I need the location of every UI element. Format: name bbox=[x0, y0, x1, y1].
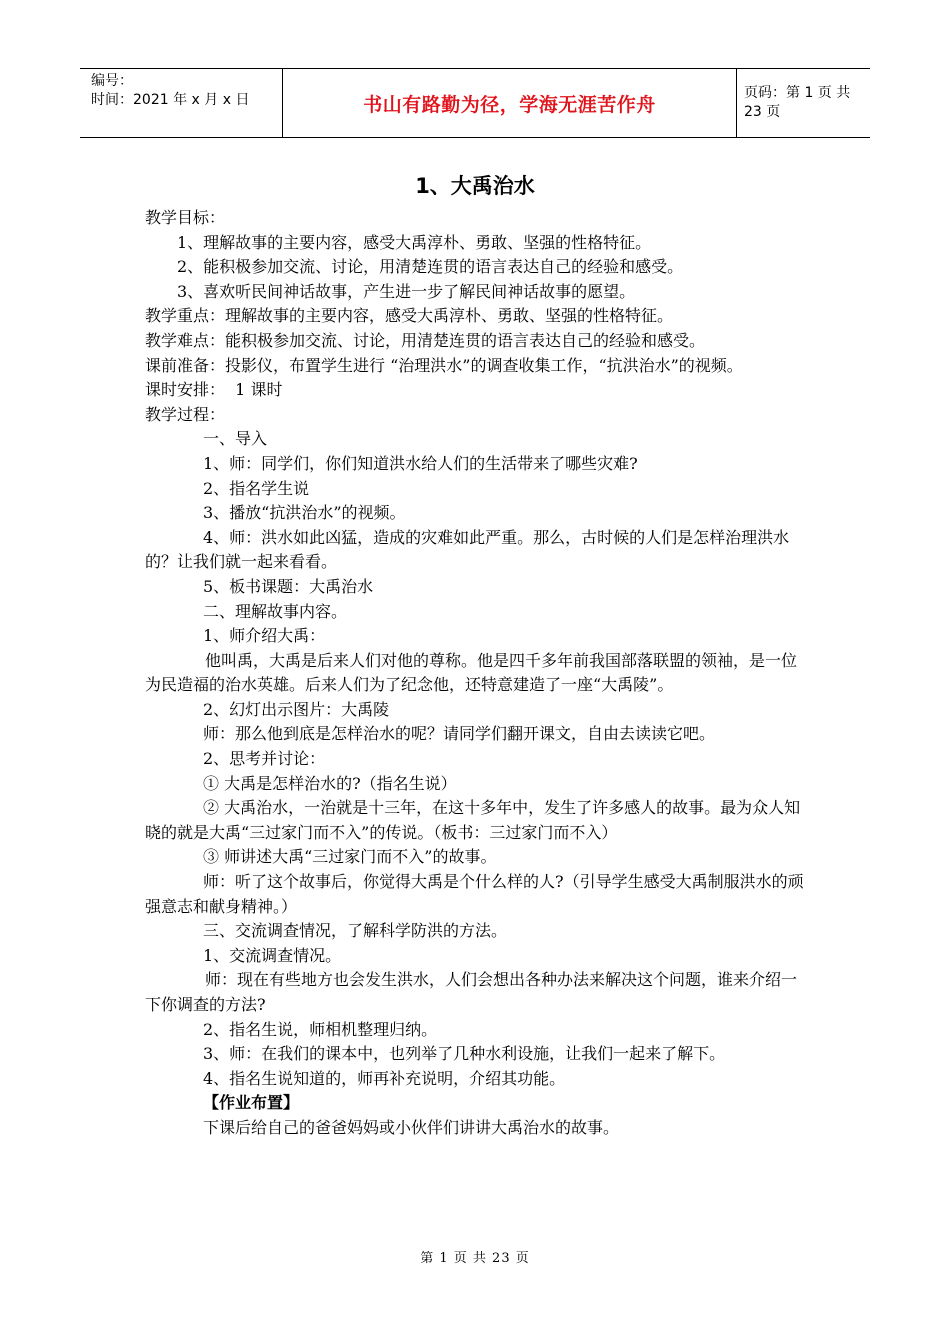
lesson-paragraph: 4、指名生说知道的，师再补充说明，介绍其功能。 bbox=[203, 1068, 566, 1088]
lesson-paragraph: 师：现在有些地方也会发生洪水，人们会想出各种办法来解决这个问题，谁来介绍一下你调查的方法? bbox=[145, 970, 798, 1014]
lesson-paragraph: 教学难点：能积极参加交流、讨论，用清楚连贯的语言表达自己的经验和感受。 bbox=[145, 330, 706, 350]
document-header bbox=[80, 68, 870, 138]
lesson-paragraph: 一、导入 bbox=[203, 429, 268, 449]
lesson-paragraph: 2、幻灯出示图片：大禹陵 bbox=[203, 699, 390, 719]
header-page-cell bbox=[736, 69, 870, 137]
lesson-paragraph: ③ 师讲述大禹“三过家门而不入”的故事。 bbox=[203, 847, 497, 867]
lesson-paragraph: ① 大禹是怎样治水的?（指名生说） bbox=[203, 773, 457, 793]
header-left-cell bbox=[80, 69, 282, 137]
lesson-paragraph: 4、师：洪水如此凶猛，造成的灾难如此严重。那么，古时候的人们是怎样治理洪水的？让我们就一起来看看。 bbox=[145, 527, 790, 572]
lesson-paragraph: 5、板书课题：大禹治水 bbox=[203, 576, 374, 596]
lesson-paragraph: 【作业布置】 bbox=[203, 1093, 300, 1113]
lesson-paragraph: 下课后给自己的爸爸妈妈或小伙伴们讲讲大禹治水的故事。 bbox=[203, 1117, 620, 1137]
lesson-paragraph: 师：听了这个故事后，你觉得大禹是个什么样的人?（引导学生感受大禹制服洪水的顽强意志和献身精神。） bbox=[145, 872, 804, 916]
lesson-paragraph: 1、师：同学们，你们知道洪水给人们的生活带来了哪些灾难? bbox=[203, 453, 638, 473]
lesson-paragraph: 二、理解故事内容。 bbox=[203, 601, 348, 621]
lesson-paragraph: 1、交流调查情况。 bbox=[203, 945, 342, 965]
lesson-paragraph: 教学目标： bbox=[145, 208, 226, 227]
lesson-paragraph: 课时安排： 1 课时 bbox=[145, 380, 283, 400]
document-date-label: 时间：2021 年 x 月 x 日 bbox=[91, 92, 250, 108]
lesson-paragraph: 1、师介绍大禹： bbox=[203, 626, 326, 646]
lesson-paragraph: 2、思考并讨论： bbox=[203, 749, 326, 769]
lesson-paragraph: 课前准备：投影仪，布置学生进行 “治理洪水”的调查收集工作，“抗洪治水”的视频。 bbox=[145, 355, 743, 375]
lesson-paragraph: 3、播放“抗洪治水”的视频。 bbox=[203, 503, 406, 523]
lesson-body bbox=[145, 206, 805, 1141]
header-motto-cell bbox=[282, 69, 737, 137]
header-motto: 书山有路勤为径，学海无涯苦作舟 bbox=[363, 93, 656, 116]
lesson-paragraph: 2、能积极参加交流、讨论，用清楚连贯的语言表达自己的经验和感受。 bbox=[177, 257, 684, 277]
lesson-paragraph: 教学过程： bbox=[145, 404, 226, 424]
header-page-info: 页码：第 1 页 共 23 页 bbox=[744, 85, 851, 120]
lesson-paragraph: 教学重点：理解故事的主要内容，感受大禹淳朴、勇敢、坚强的性格特征。 bbox=[145, 306, 674, 326]
lesson-paragraph: ② 大禹治水，一治就是十三年，在这十多年中，发生了许多感人的故事。最为众人知晓的就是大禹“三过家门而不入”的传说。（板书：三过家门而不入） bbox=[145, 798, 801, 842]
lesson-paragraph: 2、指名学生说 bbox=[203, 478, 310, 498]
lesson-paragraph: 3、喜欢听民间神话故事，产生进一步了解民间神话故事的愿望。 bbox=[177, 281, 636, 301]
lesson-paragraph: 他叫禹，大禹是后来人们对他的尊称。他是四千多年前我国部落联盟的领袖，是一位为民造福的治水英雄。后来人们为了纪念他，还特意建造了一座“大禹陵”。 bbox=[145, 650, 798, 695]
lesson-paragraph: 三、交流调查情况，了解科学防洪的方法。 bbox=[203, 921, 508, 941]
lesson-paragraph: 3、师：在我们的课本中，也列举了几种水利设施，让我们一起来了解下。 bbox=[203, 1044, 726, 1064]
lesson-paragraph: 师：那么他到底是怎样治水的呢？请同学们翻开课文，自由去读读它吧。 bbox=[203, 724, 716, 744]
page-footer: 第 1 页 共 23 页 bbox=[420, 1251, 530, 1266]
lesson-paragraph: 2、指名生说，师相机整理归纳。 bbox=[203, 1019, 438, 1039]
lesson-paragraph: 1、理解故事的主要内容，感受大禹淳朴、勇敢、坚强的性格特征。 bbox=[177, 232, 652, 252]
lesson-title: 1、大禹治水 bbox=[415, 174, 535, 198]
document-number-label: 编号： bbox=[91, 73, 133, 89]
